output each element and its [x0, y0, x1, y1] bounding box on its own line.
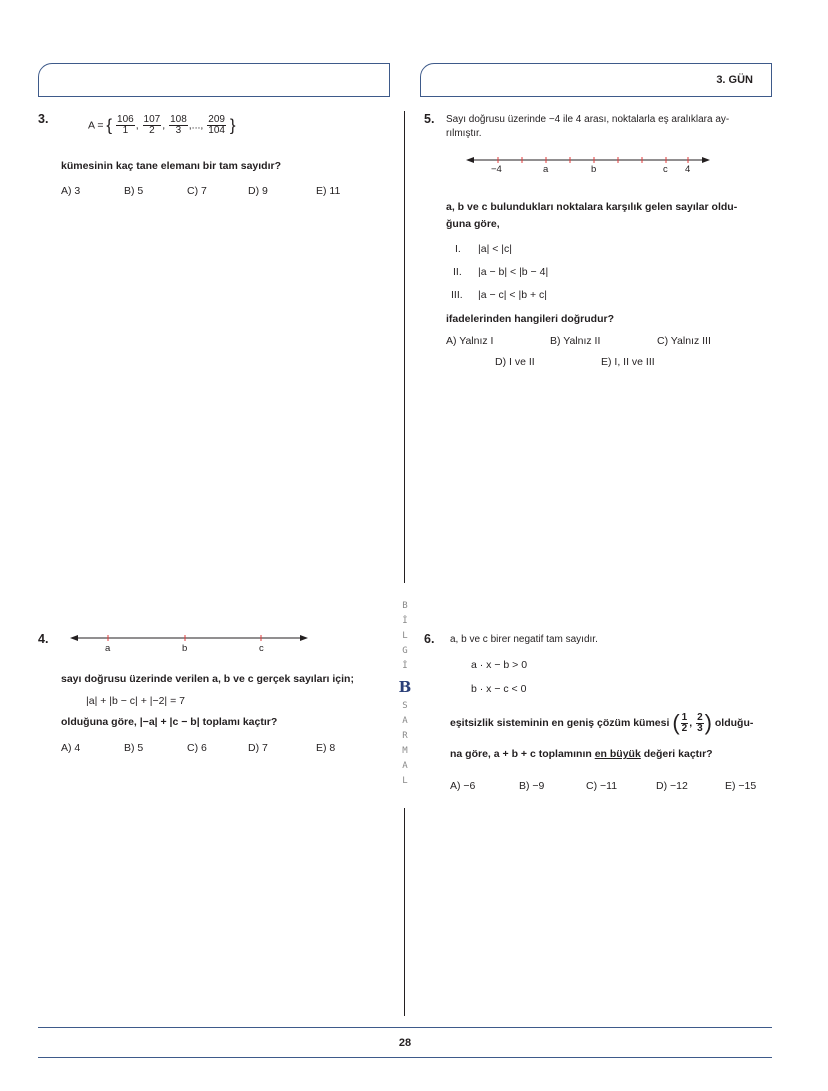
q3-ellipsis: ,..., [188, 119, 204, 132]
q4-option-c[interactable]: C) 6 [187, 742, 207, 754]
brand-letter-9: M [402, 746, 408, 756]
brand-letter-10: A [402, 761, 408, 771]
q5-label-a: a [543, 164, 549, 175]
q6-inequality-1: a · x − b > 0 [471, 659, 528, 671]
q5-label-minus4: −4 [491, 164, 502, 175]
brand-letter-2: İ [402, 616, 408, 626]
q5-option-d[interactable]: D) I ve II [495, 356, 535, 368]
header-left-box [38, 63, 390, 97]
brand-letter-3: L [402, 631, 408, 641]
q3-option-b[interactable]: B) 5 [124, 185, 144, 197]
page-number: 28 [398, 1037, 412, 1049]
q5-prompt-line1: a, b ve c bulundukları noktalara karşılık gelen sayılar oldu- [446, 201, 738, 213]
q5-label-b: b [591, 164, 597, 175]
column-divider-top [404, 111, 405, 583]
q6-question-part1: na göre, a + b + c toplamının [450, 748, 592, 760]
footer-bottom-rule [38, 1057, 772, 1058]
q5-option-a[interactable]: A) Yalnız I [446, 335, 494, 347]
brand-letter-5: İ [402, 661, 408, 671]
q5-prompt-line2: ğuna göre, [446, 218, 500, 230]
q4-question: olduğuna göre, |−a| + |c − b| toplamı kaçtır? [61, 716, 278, 728]
q5-statement-2: |a − b| < |b − 4| [478, 266, 549, 278]
q4-option-d[interactable]: D) 7 [248, 742, 268, 754]
q5-number-line [466, 154, 712, 166]
q5-question: ifadelerinden hangileri doğrudur? [446, 313, 615, 325]
q6-intro: a, b ve c birer negatif tam sayıdır. [450, 634, 598, 645]
q5-label-c: c [663, 164, 668, 175]
q5-statement-2-num: II. [453, 266, 462, 278]
q5-option-b[interactable]: B) Yalnız II [550, 335, 601, 347]
q3-fraction-3: $\frac{108}{3}$ [170, 114, 187, 136]
q5-statement-1-num: I. [455, 243, 461, 255]
q3-fraction-1: $\frac{106}{1}$ [117, 114, 134, 136]
q4-label-c: c [259, 643, 264, 654]
brand-logo: B [398, 678, 412, 696]
q6-prompt-start: eşitsizlik sisteminin en geniş çözüm kümesi [450, 716, 670, 729]
q6-prompt: eşitsizlik sisteminin en geniş çözüm kümesi ( $\frac{1}{2}$ , $\frac{2}{3}$ ) olduğu- [450, 710, 754, 735]
q4-number: 4. [38, 632, 49, 646]
q5-statement-1: |a| < |c| [478, 243, 512, 255]
q5-intro-line1: Sayı doğrusu üzerinde −4 ile 4 arası, noktalarla eş aralıklara ay- [446, 114, 730, 125]
q6-inequality-2: b · x − c < 0 [471, 683, 527, 695]
q4-option-a[interactable]: A) 4 [61, 742, 81, 754]
q6-question-underlined: en büyük [594, 748, 641, 760]
q5-intro-line2: rılmıştır. [446, 128, 482, 139]
brand-letter-4: G [402, 646, 408, 656]
q6-option-d[interactable]: D) −12 [656, 780, 688, 792]
column-divider-bottom [404, 808, 405, 1016]
q3-set-definition: A = { $\frac{106}{1}$ , $\frac{107}{2}$ , $\frac{108}{3}$ ,..., $\frac{209}{104}$ } [88, 114, 236, 136]
q3-question: kümesinin kaç tane elemanı bir tam sayıdır? [61, 160, 282, 172]
footer-top-rule [38, 1027, 772, 1028]
q6-option-e[interactable]: E) −15 [725, 780, 757, 792]
q4-option-e[interactable]: E) 8 [316, 742, 336, 754]
q3-option-e[interactable]: E) 11 [316, 185, 341, 197]
q6-number: 6. [424, 632, 435, 646]
q6-interval-left: $\frac{1}{2}$ [681, 711, 688, 734]
q4-option-b[interactable]: B) 5 [124, 742, 144, 754]
q3-fraction-2: $\frac{107}{2}$ [143, 114, 161, 136]
q6-option-c[interactable]: C) −11 [586, 780, 618, 792]
q4-label-a: a [105, 643, 111, 654]
q6-option-b[interactable]: B) −9 [519, 780, 545, 792]
q5-option-e[interactable]: E) I, II ve III [601, 356, 655, 368]
q3-set-prefix: A = [88, 119, 104, 132]
header-right-box [420, 63, 772, 97]
brand-letter-11: L [402, 776, 408, 786]
q6-question-part2: değeri kaçtır? [643, 748, 713, 760]
q3-option-c[interactable]: C) 7 [187, 185, 207, 197]
q4-label-b: b [182, 643, 188, 654]
q6-prompt-end: olduğu- [714, 716, 754, 729]
q5-number: 5. [424, 112, 435, 126]
q3-number: 3. [38, 112, 49, 126]
q5-statement-3: |a − c| < |b + c| [478, 289, 547, 301]
q5-option-c[interactable]: C) Yalnız III [657, 335, 711, 347]
q6-option-a[interactable]: A) −6 [450, 780, 476, 792]
q4-equation: |a| + |b − c| + |−2| = 7 [86, 695, 185, 707]
q3-fraction-4: $\frac{209}{104}$ [208, 114, 225, 136]
q5-statement-3-num: III. [451, 289, 463, 301]
brand-letter-6: S [402, 701, 408, 711]
brand-letter-7: A [402, 716, 408, 726]
brand-letter-8: R [402, 731, 408, 741]
brand-letter-1: B [402, 601, 408, 611]
q5-label-4: 4 [685, 164, 691, 175]
q3-option-d[interactable]: D) 9 [248, 185, 268, 197]
q6-interval-right: $\frac{2}{3}$ [697, 711, 703, 734]
day-label: 3. GÜN [716, 74, 753, 86]
q3-option-a[interactable]: A) 3 [61, 185, 81, 197]
q4-intro: sayı doğrusu üzerinde verilen a, b ve c gerçek sayıları için; [61, 673, 354, 685]
q6-question [450, 748, 713, 760]
